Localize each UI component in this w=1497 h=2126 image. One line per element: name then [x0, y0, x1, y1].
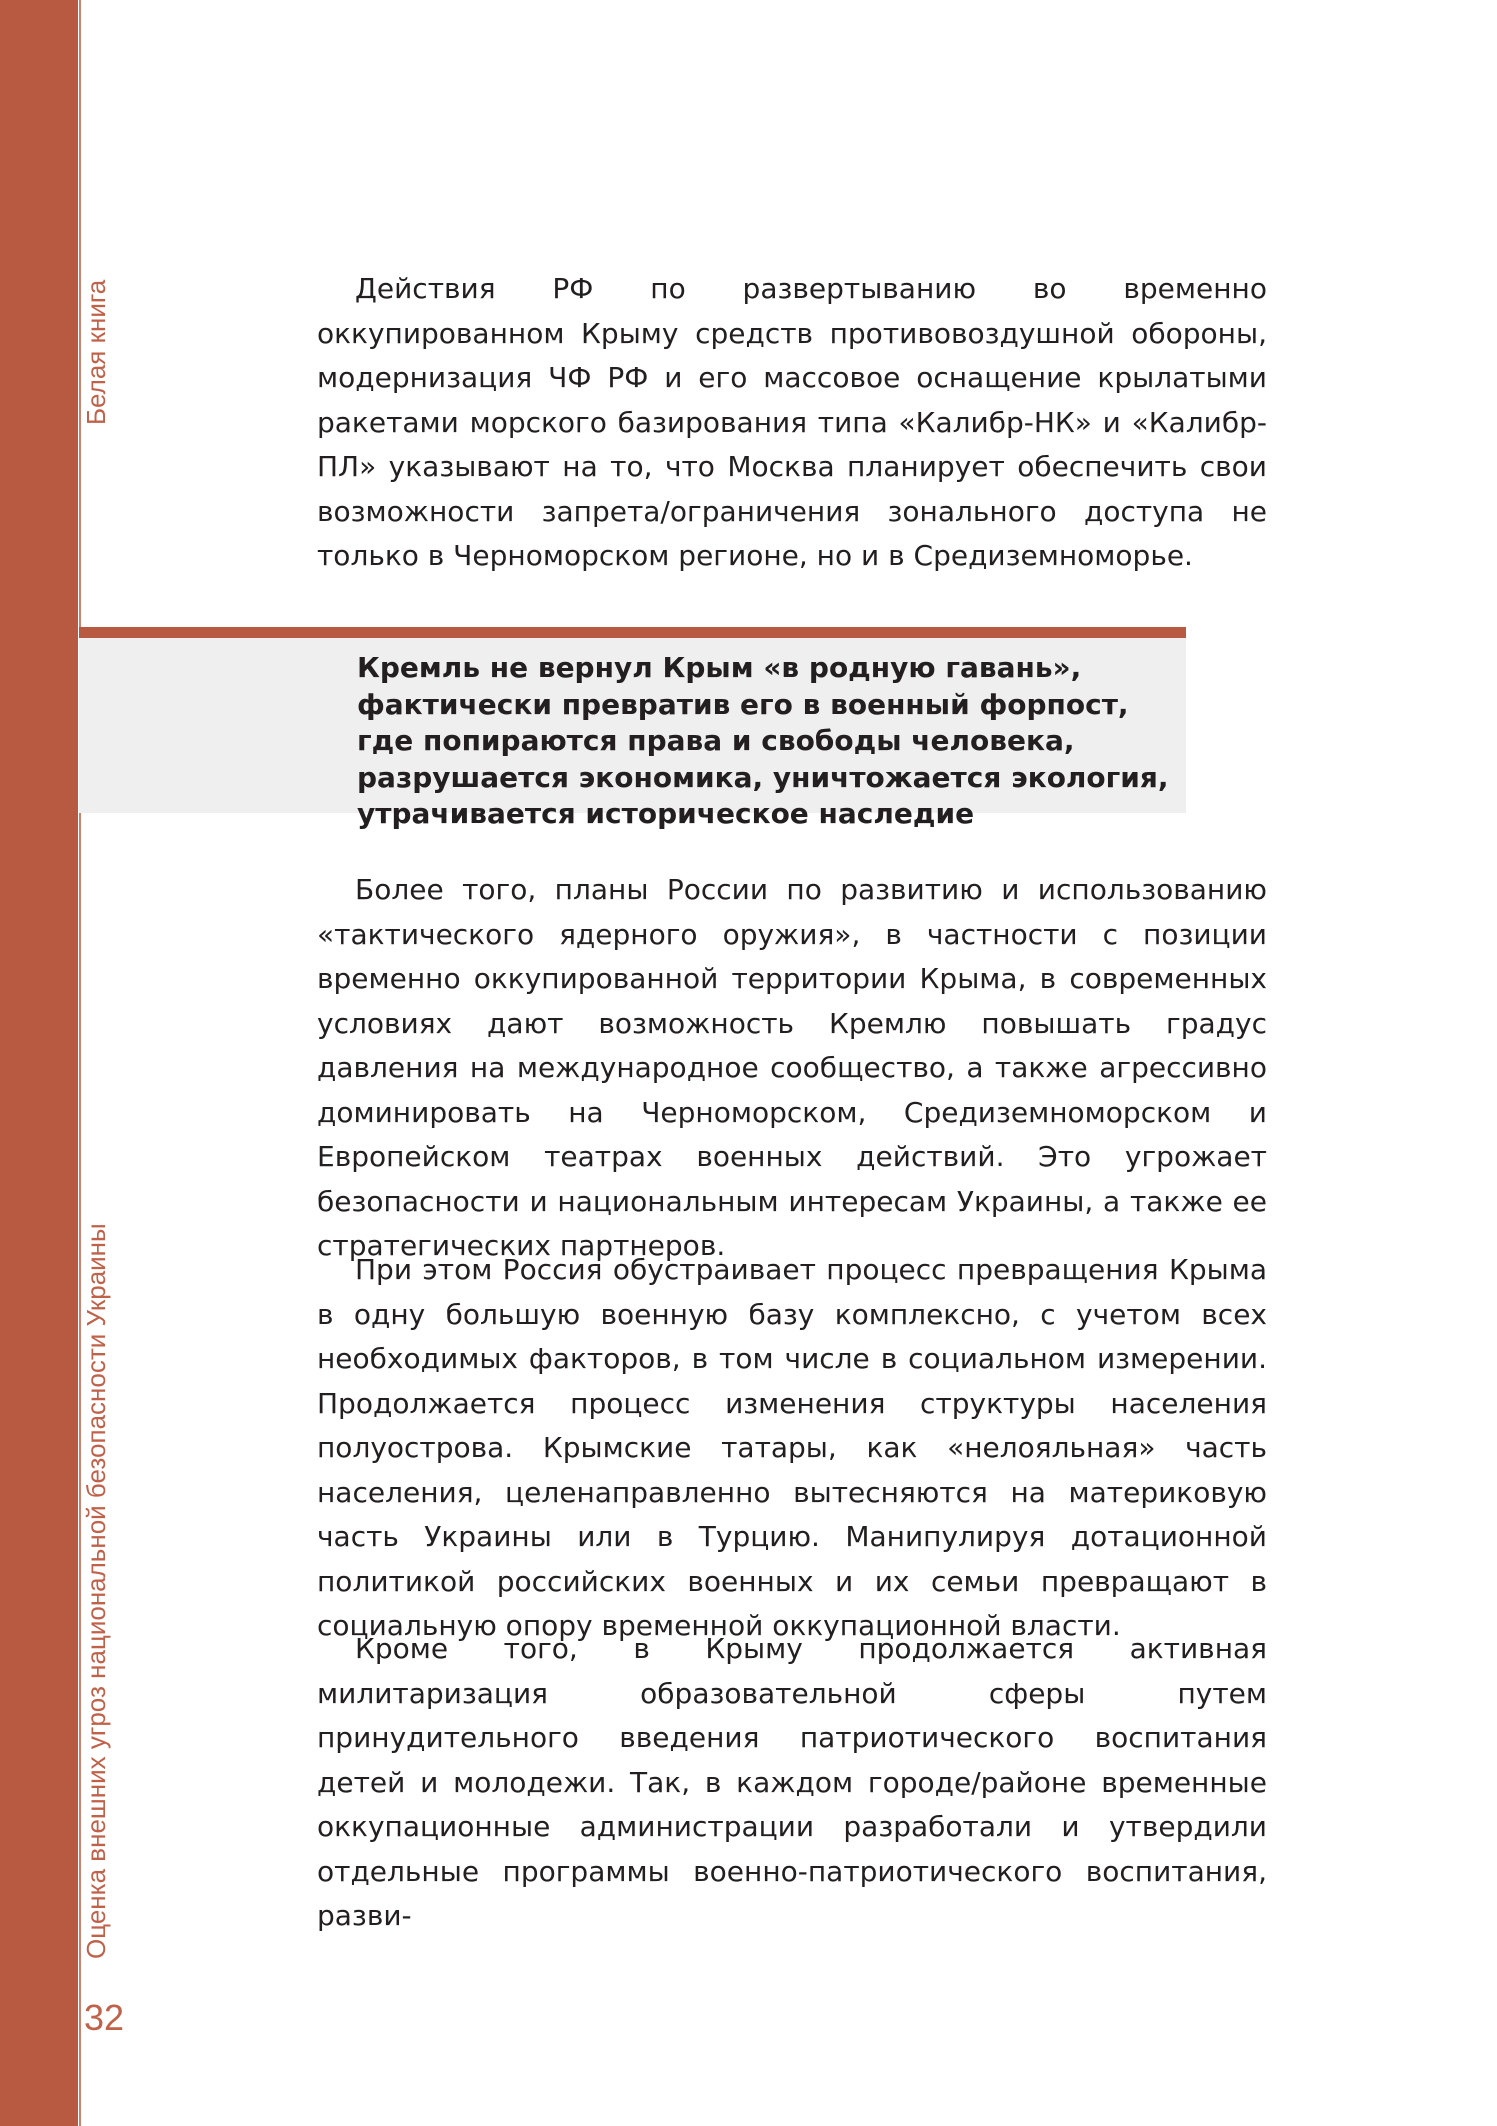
- pull-quote-box: [79, 627, 1186, 830]
- page-number: 32: [84, 1997, 125, 2038]
- pull-quote-top-bar: [79, 627, 1186, 638]
- paragraph-3: При этом Россия обустраивает процесс превращения Крыма в одну большую военную базу комплексно, с учетом всех необходимых факторов, в том числе в социальном измерении. Продолжается процесс изменения структуры населения полуострова. Крымские татары, как «нелояльная» часть населения, целенаправленно вытесняются на материковую часть Украины или в Турцию. Манипулируя дотационной политикой российских военных и их семьи превращают в социальную опору временной оккупационной власти.: [317, 1253, 1267, 1642]
- paragraph-2: Более того, планы России по развитию и использованию «тактического ядерного оружия», в частности с позиции временно оккупированной территории Крыма, в современных условиях дают возможность Кремлю повышать градус давления на международное сообщество, а также агрессивно доминировать на Черноморском, Средиземноморском и Европейском театрах военных действий. Это угрожает безопасности и национальным интересам Украины, а также ее стратегических партнеров.: [317, 873, 1267, 1262]
- running-title: Оценка внешних угроз национальной безопасности Украины: [81, 1223, 111, 1959]
- paragraph-4: Кроме того, в Крыму продолжается активная милитаризация образовательной сферы путем принудительного введения патриотического воспитания детей и молодежи. Так, в каждом городе/районе временные оккупационные администрации разработали и утвердили отдельные программы военно-патриотического воспитания, разви-: [317, 1632, 1267, 1932]
- paragraph-1: Действия РФ по развертыванию во временно оккупированном Крыму средств противовоздушной обороны, модернизация ЧФ РФ и его массовое оснащение крылатыми ракетами морского базирования типа «Калибр-НК» и «Калибр-ПЛ» указывают на то, что Москва планирует обеспечить свои возможности запрета/ограничения зонального доступа не только в Черноморском регионе, но и в Средиземноморье.: [317, 272, 1267, 572]
- left-color-strip: [0, 0, 78, 2126]
- section-label: Белая книга: [81, 279, 111, 425]
- pull-quote-text: Кремль не вернул Крым «в родную гавань», фактически превратив его в военный форпост, где попираются права и свободы человека, разрушается экономика, уничтожается экология, утрачивается историческое наследие: [357, 651, 1169, 830]
